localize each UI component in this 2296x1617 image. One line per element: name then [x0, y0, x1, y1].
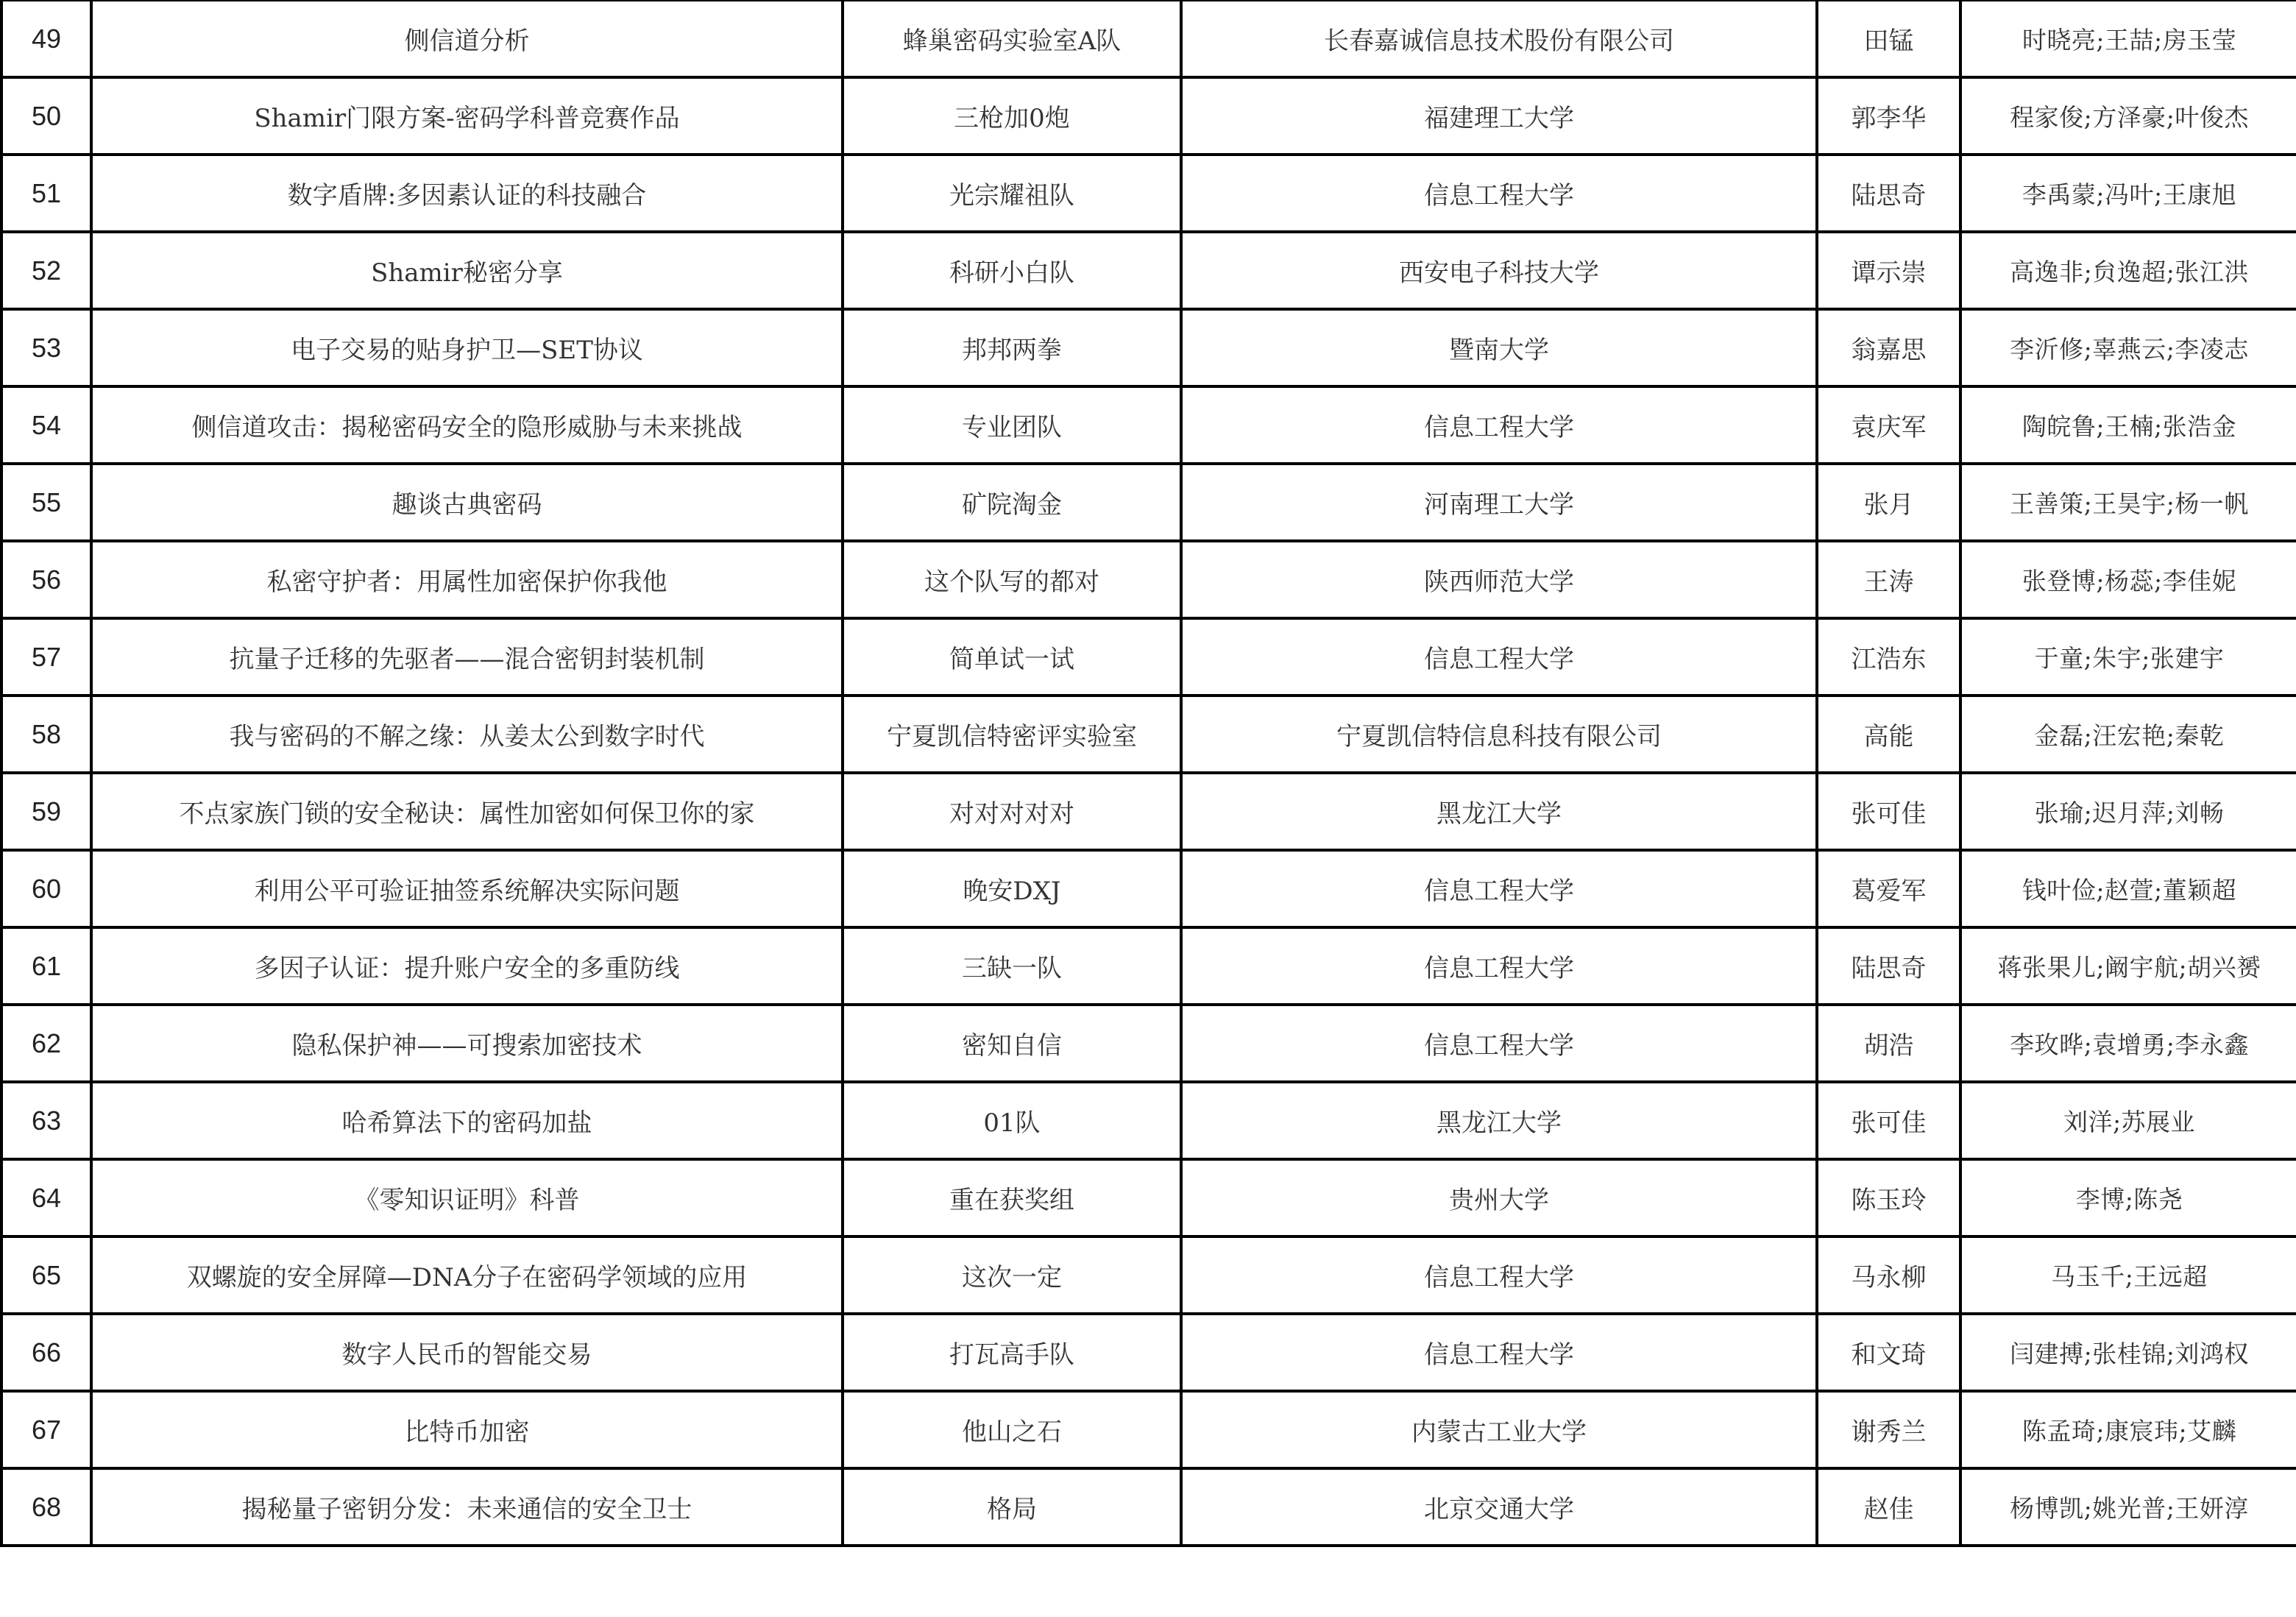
institution-cell: 内蒙古工业大学 — [1181, 1391, 1817, 1468]
team-members-cell: 陶皖鲁;王楠;张浩金 — [1960, 386, 2296, 464]
entry-number-cell: 53 — [1, 309, 91, 386]
entry-number-cell: 62 — [1, 1005, 91, 1082]
team-name-cell: 这个队写的都对 — [843, 541, 1181, 618]
entry-number-cell: 60 — [1, 850, 91, 927]
work-title-cell: 我与密码的不解之缘：从姜太公到数字时代 — [91, 696, 843, 773]
institution-cell: 信息工程大学 — [1181, 1314, 1817, 1391]
table-row — [1, 309, 2296, 386]
institution-cell: 暨南大学 — [1181, 309, 1817, 386]
table-row — [1, 464, 2296, 541]
team-name-cell: 三缺一队 — [843, 927, 1181, 1005]
advisor-cell: 袁庆军 — [1817, 386, 1960, 464]
team-name-cell: 晚安DXJ — [843, 850, 1181, 927]
entry-number-cell: 66 — [1, 1314, 91, 1391]
advisor-cell: 陆思奇 — [1817, 927, 1960, 1005]
work-title-cell: 哈希算法下的密码加盐 — [91, 1082, 843, 1159]
advisor-cell: 葛爱军 — [1817, 850, 1960, 927]
entry-number-cell: 52 — [1, 232, 91, 309]
team-name-cell: 对对对对对 — [843, 773, 1181, 850]
entry-number-cell: 49 — [1, 1, 91, 77]
institution-cell: 信息工程大学 — [1181, 386, 1817, 464]
institution-cell: 北京交通大学 — [1181, 1468, 1817, 1546]
entry-number-cell: 57 — [1, 618, 91, 696]
institution-cell: 信息工程大学 — [1181, 1236, 1817, 1314]
table-row — [1, 1, 2296, 77]
advisor-cell: 田锰 — [1817, 1, 1960, 77]
table-row — [1, 1468, 2296, 1546]
entry-number-cell: 55 — [1, 464, 91, 541]
work-title-cell: 趣谈古典密码 — [91, 464, 843, 541]
advisor-cell: 江浩东 — [1817, 618, 1960, 696]
institution-cell: 陕西师范大学 — [1181, 541, 1817, 618]
work-title-cell: 多因子认证：提升账户安全的多重防线 — [91, 927, 843, 1005]
work-title-cell: 隐私保护神——可搜索加密技术 — [91, 1005, 843, 1082]
table-body — [1, 1, 2296, 1546]
institution-cell: 福建理工大学 — [1181, 77, 1817, 155]
team-members-cell: 李禹蒙;冯叶;王康旭 — [1960, 155, 2296, 232]
team-members-cell: 张登博;杨蕊;李佳妮 — [1960, 541, 2296, 618]
team-name-cell: 蜂巢密码实验室A队 — [843, 1, 1181, 77]
institution-cell: 贵州大学 — [1181, 1159, 1817, 1236]
advisor-cell: 胡浩 — [1817, 1005, 1960, 1082]
advisor-cell: 张可佳 — [1817, 1082, 1960, 1159]
entry-number-cell: 67 — [1, 1391, 91, 1468]
entry-number-cell: 68 — [1, 1468, 91, 1546]
entry-number-cell: 51 — [1, 155, 91, 232]
team-members-cell: 于童;朱宇;张建宇 — [1960, 618, 2296, 696]
team-name-cell: 01队 — [843, 1082, 1181, 1159]
entry-number-cell: 50 — [1, 77, 91, 155]
advisor-cell: 张月 — [1817, 464, 1960, 541]
team-members-cell: 陈孟琦;康宸玮;艾麟 — [1960, 1391, 2296, 1468]
team-name-cell: 打瓦高手队 — [843, 1314, 1181, 1391]
team-name-cell: 矿院淘金 — [843, 464, 1181, 541]
entry-number-cell: 65 — [1, 1236, 91, 1314]
team-members-cell: 金磊;汪宏艳;秦乾 — [1960, 696, 2296, 773]
table-row — [1, 1314, 2296, 1391]
entry-number-cell: 63 — [1, 1082, 91, 1159]
team-name-cell: 重在获奖组 — [843, 1159, 1181, 1236]
table-row — [1, 1005, 2296, 1082]
advisor-cell: 赵佳 — [1817, 1468, 1960, 1546]
advisor-cell: 谢秀兰 — [1817, 1391, 1960, 1468]
work-title-cell: Shamir秘密分享 — [91, 232, 843, 309]
table-row — [1, 1236, 2296, 1314]
team-name-cell: 三枪加0炮 — [843, 77, 1181, 155]
team-members-cell: 李沂修;辜燕云;李凌志 — [1960, 309, 2296, 386]
work-title-cell: 数字盾牌:多因素认证的科技融合 — [91, 155, 843, 232]
table-row — [1, 1391, 2296, 1468]
team-name-cell: 格局 — [843, 1468, 1181, 1546]
team-name-cell: 科研小白队 — [843, 232, 1181, 309]
advisor-cell: 马永柳 — [1817, 1236, 1960, 1314]
table-row — [1, 155, 2296, 232]
team-name-cell: 简单试一试 — [843, 618, 1181, 696]
table-row — [1, 850, 2296, 927]
team-members-cell: 时晓亮;王喆;房玉莹 — [1960, 1, 2296, 77]
team-members-cell: 钱叶俭;赵萱;董颖超 — [1960, 850, 2296, 927]
advisor-cell: 陆思奇 — [1817, 155, 1960, 232]
table-row — [1, 1159, 2296, 1236]
team-name-cell: 专业团队 — [843, 386, 1181, 464]
team-members-cell: 杨博凯;姚光普;王妍淳 — [1960, 1468, 2296, 1546]
advisor-cell: 郭李华 — [1817, 77, 1960, 155]
advisor-cell: 张可佳 — [1817, 773, 1960, 850]
team-members-cell: 马玉千;王远超 — [1960, 1236, 2296, 1314]
entry-number-cell: 59 — [1, 773, 91, 850]
work-title-cell: 侧信道攻击：揭秘密码安全的隐形威胁与未来挑战 — [91, 386, 843, 464]
team-members-cell: 张瑜;迟月萍;刘畅 — [1960, 773, 2296, 850]
advisor-cell: 谭示崇 — [1817, 232, 1960, 309]
institution-cell: 黑龙江大学 — [1181, 1082, 1817, 1159]
advisor-cell: 王涛 — [1817, 541, 1960, 618]
team-name-cell: 密知自信 — [843, 1005, 1181, 1082]
table-row — [1, 618, 2296, 696]
work-title-cell: 抗量子迁移的先驱者——混合密钥封装机制 — [91, 618, 843, 696]
table-row — [1, 77, 2296, 155]
work-title-cell: 不点家族门锁的安全秘诀：属性加密如何保卫你的家 — [91, 773, 843, 850]
work-title-cell: Shamir门限方案-密码学科普竞赛作品 — [91, 77, 843, 155]
institution-cell: 宁夏凯信特信息科技有限公司 — [1181, 696, 1817, 773]
team-members-cell: 王善策;王昊宇;杨一帆 — [1960, 464, 2296, 541]
advisor-cell: 陈玉玲 — [1817, 1159, 1960, 1236]
work-title-cell: 电子交易的贴身护卫—SET协议 — [91, 309, 843, 386]
advisor-cell: 和文琦 — [1817, 1314, 1960, 1391]
advisor-cell: 高能 — [1817, 696, 1960, 773]
institution-cell: 长春嘉诚信息技术股份有限公司 — [1181, 1, 1817, 77]
institution-cell: 黑龙江大学 — [1181, 773, 1817, 850]
team-members-cell: 刘洋;苏展业 — [1960, 1082, 2296, 1159]
team-members-cell: 程家俊;方泽豪;叶俊杰 — [1960, 77, 2296, 155]
entry-number-cell: 54 — [1, 386, 91, 464]
work-title-cell: 数字人民币的智能交易 — [91, 1314, 843, 1391]
table-row — [1, 696, 2296, 773]
team-name-cell: 邦邦两拳 — [843, 309, 1181, 386]
team-name-cell: 光宗耀祖队 — [843, 155, 1181, 232]
entry-number-cell: 58 — [1, 696, 91, 773]
table-row — [1, 927, 2296, 1005]
institution-cell: 西安电子科技大学 — [1181, 232, 1817, 309]
institution-cell: 信息工程大学 — [1181, 155, 1817, 232]
institution-cell: 信息工程大学 — [1181, 1005, 1817, 1082]
work-title-cell: 揭秘量子密钥分发：未来通信的安全卫士 — [91, 1468, 843, 1546]
team-members-cell: 李玫晔;袁增勇;李永鑫 — [1960, 1005, 2296, 1082]
work-title-cell: 比特币加密 — [91, 1391, 843, 1468]
advisor-cell: 翁嘉思 — [1817, 309, 1960, 386]
team-name-cell: 宁夏凯信特密评实验室 — [843, 696, 1181, 773]
entry-number-cell: 64 — [1, 1159, 91, 1236]
institution-cell: 信息工程大学 — [1181, 850, 1817, 927]
entry-number-cell: 61 — [1, 927, 91, 1005]
work-title-cell: 《零知识证明》科普 — [91, 1159, 843, 1236]
table-row — [1, 232, 2296, 309]
institution-cell: 信息工程大学 — [1181, 618, 1817, 696]
team-members-cell: 蒋张果儿;阚宇航;胡兴赟 — [1960, 927, 2296, 1005]
institution-cell: 信息工程大学 — [1181, 927, 1817, 1005]
table-row — [1, 1082, 2296, 1159]
team-members-cell: 李博;陈尧 — [1960, 1159, 2296, 1236]
team-name-cell: 这次一定 — [843, 1236, 1181, 1314]
table-row — [1, 773, 2296, 850]
table-row — [1, 541, 2296, 618]
institution-cell: 河南理工大学 — [1181, 464, 1817, 541]
team-members-cell: 高逸非;贠逸超;张江洪 — [1960, 232, 2296, 309]
work-title-cell: 双螺旋的安全屏障—DNA分子在密码学领域的应用 — [91, 1236, 843, 1314]
entry-number-cell: 56 — [1, 541, 91, 618]
team-name-cell: 他山之石 — [843, 1391, 1181, 1468]
work-title-cell: 侧信道分析 — [91, 1, 843, 77]
table-row — [1, 386, 2296, 464]
work-title-cell: 私密守护者：用属性加密保护你我他 — [91, 541, 843, 618]
team-members-cell: 闫建搏;张桂锦;刘鸿权 — [1960, 1314, 2296, 1391]
work-title-cell: 利用公平可验证抽签系统解决实际问题 — [91, 850, 843, 927]
